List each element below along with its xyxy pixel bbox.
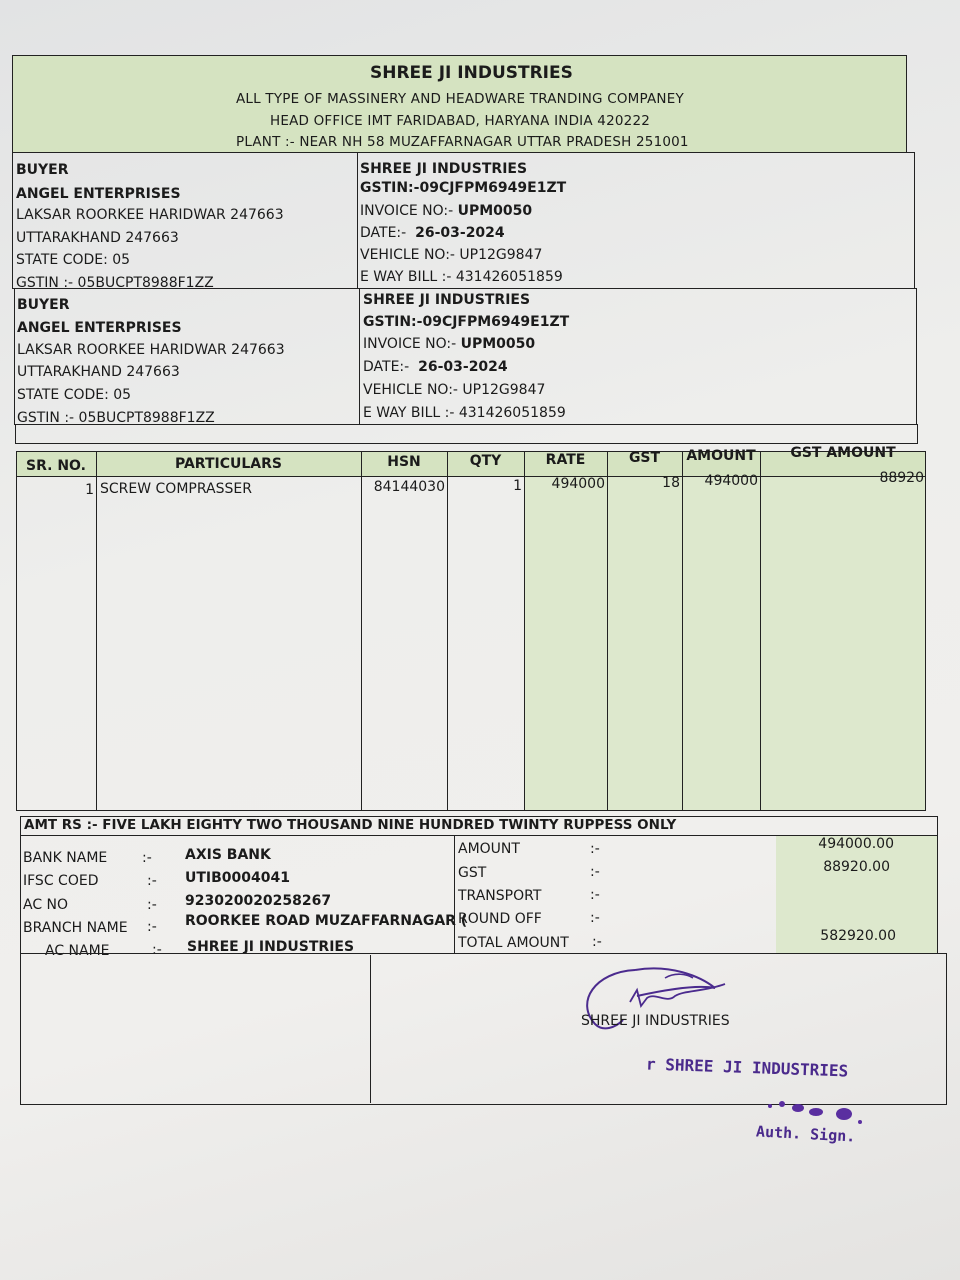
bank-name-value: AXIS BANK [185,847,271,863]
col-header-hsn: HSN [387,454,421,470]
vehicle-no: VEHICLE NO:- UP12G9847 [360,247,543,263]
ac-name-sep: :- [152,942,162,958]
invoice-date: 26-03-2024 [415,225,505,241]
head-office: HEAD OFFICE IMT FARIDABAD, HARYANA INDIA 420222 [270,113,651,129]
grand-total-label: TOTAL AMOUNT [458,935,569,951]
col-divider [524,451,525,811]
grand-total-value: 582920.00 [820,928,896,944]
invoice-date-row [360,225,505,241]
buyer-name: ANGEL ENTERPRISES [16,186,181,202]
invoice-no-label: INVOICE NO:- [363,336,457,352]
transport-sep: :- [590,887,600,903]
seller-gstin: GSTIN:-09CJFPM6949E1ZT [363,314,570,330]
invoice-no-label: INVOICE NO:- [360,203,454,219]
branch-sep: :- [147,919,157,935]
ac-no-sep: :- [147,897,157,913]
bank-sep: :- [142,850,152,866]
eway-bill: E WAY BILL :- 431426051859 [360,269,563,285]
round-off-sep: :- [590,910,600,926]
buyer-name: ANGEL ENTERPRISES [17,320,182,336]
col-divider [447,451,448,811]
ac-name-value: SHREE JI INDUSTRIES [187,939,355,955]
invoice-date-label: DATE:- [363,359,410,375]
auth-sign: Auth. Sign. [755,1122,856,1146]
buyer-heading: BUYER [16,162,69,178]
ac-no-label: AC NO [23,897,69,913]
row-rate: 494000 [551,476,605,492]
vehicle-no: VEHICLE NO:- UP12G9847 [363,382,546,398]
row-gst-amount: 88920 [879,470,924,486]
col-header-amount: AMOUNT [686,448,756,464]
ifsc-value: UTIB0004041 [185,870,290,886]
transport-label: TRANSPORT [458,888,542,904]
party-divider-2 [359,288,360,425]
party-divider-1 [357,152,358,289]
buyer-address-line1: LAKSAR ROORKEE HARIDWAR 247663 [17,342,285,358]
eway-bill: E WAY BILL :- 431426051859 [363,405,566,421]
ifsc-label: IFSC COED [23,873,99,889]
money-columns-shade [524,476,925,810]
signature-company: SHREE JI INDUSTRIES [581,1013,730,1029]
total-amount-sep: :- [590,841,600,857]
row-hsn: 84144030 [373,479,445,495]
buyer-address-line1: LAKSAR ROORKEE HARIDWAR 247663 [16,207,284,223]
row-particulars: SCREW COMPRASSER [100,481,252,497]
total-amount-label: AMOUNT [458,841,520,857]
ac-no-value: 923020020258267 [185,893,332,909]
row-amount: 494000 [704,473,758,489]
plant-address: PLANT :- NEAR NH 58 MUZAFFARNAGAR UTTAR PRADESH 251001 [236,134,689,150]
bank-totals-divider [454,835,455,954]
invoice-no-row [363,336,535,352]
col-divider [682,451,683,811]
col-header-gst: GST [628,450,661,466]
buyer-state-code: STATE CODE: 05 [17,387,132,403]
company-name: SHREE JI INDUSTRIES [370,63,573,83]
amount-in-words: AMT RS :- FIVE LAKH EIGHTY TWO THOUSAND NINE HUNDRED TWINTY RUPPESS ONLY [24,817,677,833]
total-gst-label: GST [458,865,487,881]
row-gst: 18 [662,475,680,491]
total-amount-value: 494000.00 [818,836,894,852]
buyer-state-code: STATE CODE: 05 [16,252,131,268]
invoice-date: 26-03-2024 [418,359,508,375]
signature-block [20,953,947,1105]
round-off-label: ROUND OFF [458,911,542,927]
col-header-sr: SR. NO. [26,458,86,474]
invoice-date-row [363,359,508,375]
branch-label: BRANCH NAME [23,920,128,936]
col-header-qty: QTY [469,453,502,469]
bank-label: BANK NAME [23,850,108,866]
branch-value: ROORKEE ROAD MUZAFFARNAGAR ( [185,913,468,929]
buyer-heading: BUYER [17,297,70,313]
buyer-address-line2: UTTARAKHAND 247663 [16,230,179,246]
buyer-address-line2: UTTARAKHAND 247663 [17,364,180,380]
col-divider [607,451,608,811]
col-divider [96,451,97,811]
col-header-gst-amount: GST AMOUNT [790,445,896,461]
ifsc-sep: :- [147,873,157,889]
invoice-date-label: DATE:- [360,225,407,241]
col-header-particulars: PARTICULARS [175,456,282,472]
company-tagline: ALL TYPE OF MASSINERY AND HEADWARE TRANDING COMPANEY [236,91,684,107]
ac-name-label: AC NAME [45,943,110,959]
buyer-gstin: GSTIN :- 05BUCPT8988F1ZZ [17,410,215,426]
row-sr: 1 [85,482,94,498]
invoice-no: UPM0050 [460,336,536,352]
grand-total-sep: :- [592,934,602,950]
seller-gstin: GSTIN:-09CJFPM6949E1ZT [360,180,567,196]
col-divider [760,451,761,811]
spacer-band [15,424,918,444]
col-divider [361,451,362,811]
invoice-no: UPM0050 [457,203,533,219]
signature-divider [370,955,371,1103]
row-qty: 1 [513,478,522,494]
company-stamp: r SHREE JI INDUSTRIES [645,1054,849,1081]
invoice-sheet [12,55,947,1107]
seller-name: SHREE JI INDUSTRIES [360,161,528,177]
total-gst-sep: :- [590,864,600,880]
col-header-rate: RATE [545,452,586,468]
seller-name: SHREE JI INDUSTRIES [363,292,531,308]
total-gst-value: 88920.00 [823,859,890,875]
invoice-no-row [360,203,532,219]
buyer-gstin: GSTIN :- 05BUCPT8988F1ZZ [16,275,214,291]
